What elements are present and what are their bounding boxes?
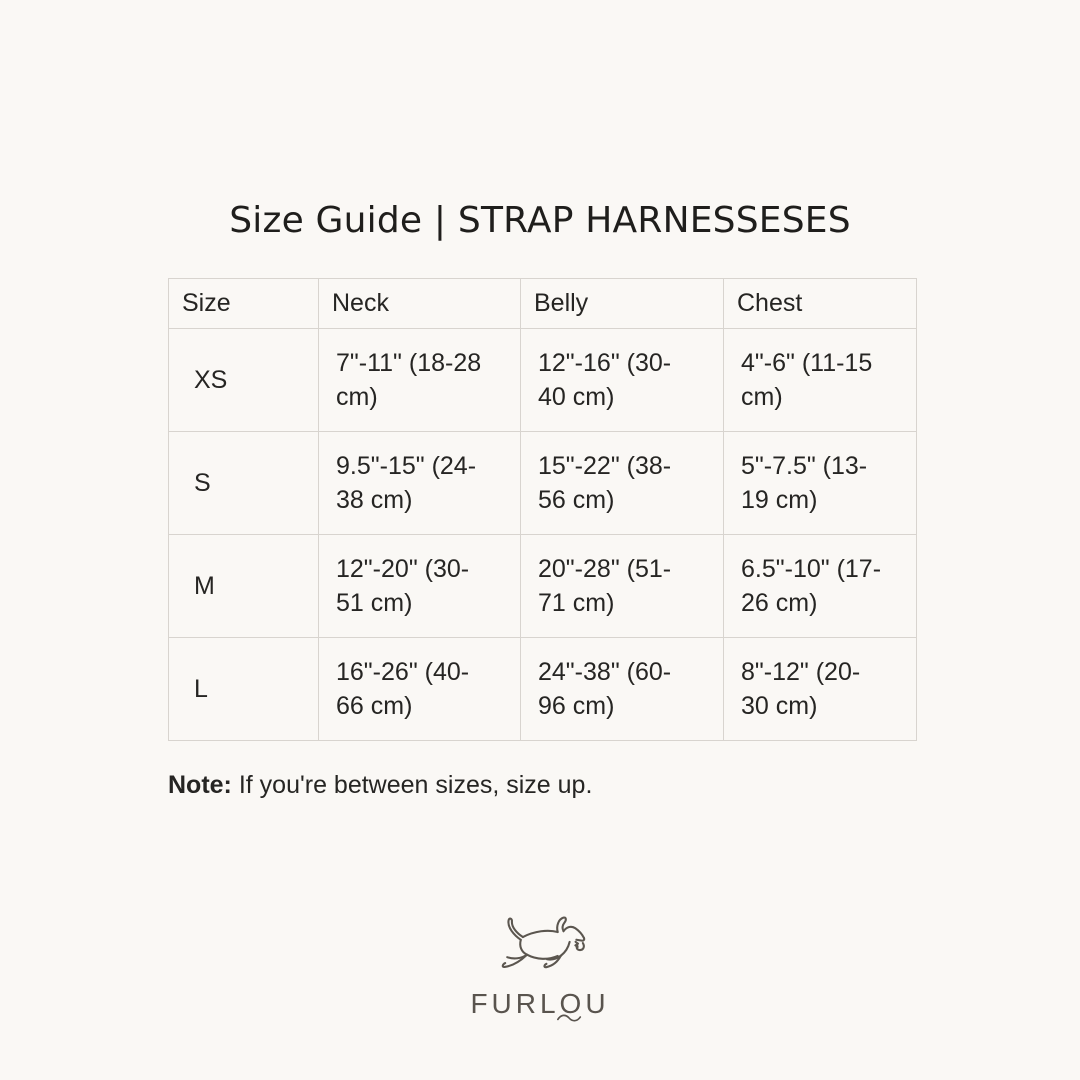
table-row-xs xyxy=(169,329,917,432)
chest-value: 5"-7.5" (13-19 cm) xyxy=(741,452,868,514)
belly-value: 15"-22" (38-56 cm) xyxy=(538,452,672,514)
neck-value: 12"-20" (30-51 cm) xyxy=(336,555,470,617)
note-text: If you're between sizes, size up. xyxy=(231,771,593,799)
sizing-note xyxy=(168,769,592,801)
table-row-s xyxy=(169,432,917,535)
size-table-container xyxy=(168,278,917,741)
col-header-neck: Neck xyxy=(319,279,521,329)
table-row-l xyxy=(169,638,917,741)
belly-value: 24"-38" (60-96 cm) xyxy=(538,658,672,720)
chest-value: 8"-12" (20-30 cm) xyxy=(741,658,861,720)
chest-value: 4"-6" (11-15 cm) xyxy=(741,349,873,411)
page-title: Size Guide | STRAP HARNESSESES xyxy=(229,200,851,241)
size-table xyxy=(168,278,917,741)
leaping-dog-icon xyxy=(488,912,592,977)
col-header-chest: Chest xyxy=(724,279,917,329)
chest-value: 6.5"-10" (17-26 cm) xyxy=(741,555,882,617)
belly-value: 12"-16" (30-40 cm) xyxy=(538,349,672,411)
table-header-row xyxy=(169,279,917,329)
size-value: XS xyxy=(169,329,319,432)
brand-wordmark: FURLOU xyxy=(470,988,610,1019)
col-header-belly: Belly xyxy=(521,279,724,329)
belly-value: 20"-28" (51-71 cm) xyxy=(538,555,672,617)
size-value: L xyxy=(169,638,319,741)
note-label: Note: xyxy=(168,771,232,799)
size-value: S xyxy=(169,432,319,535)
wordmark-wave-flourish-icon xyxy=(556,1013,584,1023)
size-value: M xyxy=(169,535,319,638)
neck-value: 7"-11" (18-28 cm) xyxy=(336,349,482,411)
neck-value: 9.5"-15" (24-38 cm) xyxy=(336,452,477,514)
col-header-size: Size xyxy=(169,279,319,329)
table-row-m xyxy=(169,535,917,638)
neck-value: 16"-26" (40-66 cm) xyxy=(336,658,470,720)
